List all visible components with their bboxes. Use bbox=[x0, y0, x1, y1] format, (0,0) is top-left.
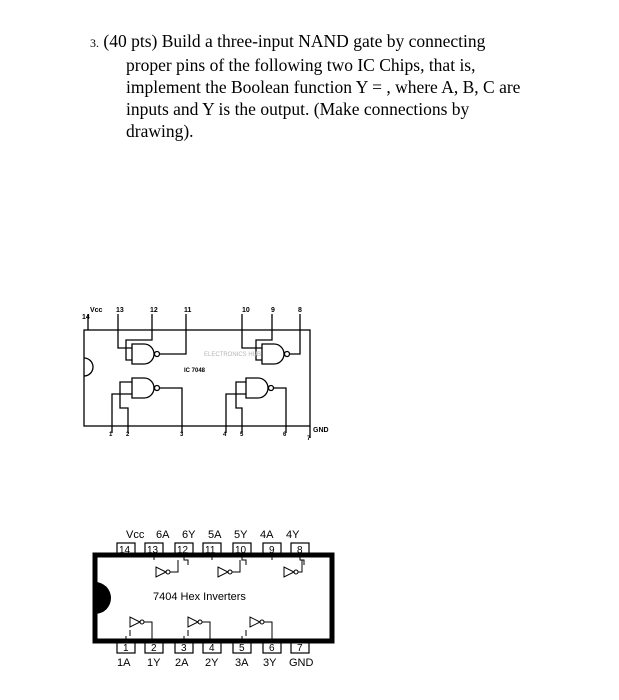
inverter-1 bbox=[130, 617, 140, 627]
pin-label-11: 11 bbox=[184, 307, 192, 314]
bottom-label-1a: 1A bbox=[117, 657, 131, 669]
inverter-6 bbox=[156, 567, 166, 577]
inverter-2 bbox=[188, 617, 198, 627]
pin-label-2: 2 bbox=[126, 432, 130, 438]
inverter-3 bbox=[250, 617, 260, 627]
chip2-name: 7404 Hex Inverters bbox=[153, 591, 246, 603]
question-line-5: drawing). bbox=[126, 121, 194, 141]
question-text bbox=[90, 30, 590, 142]
nand-gate-3 bbox=[132, 378, 154, 398]
pin-label-6: 6 bbox=[283, 432, 287, 438]
top-pin-13: 13 bbox=[147, 545, 159, 556]
question-line-1: 3. (40 pts) Build a three-input NAND gate by connecting bbox=[90, 31, 486, 51]
bottom-label-3y: 3Y bbox=[263, 657, 277, 669]
pin-label-14: 14 bbox=[82, 314, 90, 321]
vcc-label: Vcc bbox=[90, 307, 103, 314]
top-pin-8: 8 bbox=[297, 545, 303, 556]
pin-label-4: 4 bbox=[223, 432, 227, 438]
pin-label-3: 3 bbox=[180, 432, 184, 438]
pin-label-5: 5 bbox=[240, 432, 244, 438]
top-label-4y: 4Y bbox=[286, 529, 300, 541]
inverter-4 bbox=[284, 567, 294, 577]
bottom-label-2a: 2A bbox=[175, 657, 189, 669]
bottom-label-3a: 3A bbox=[235, 657, 249, 669]
pin-label-8: 8 bbox=[298, 307, 302, 314]
gnd-label: GND bbox=[313, 427, 329, 434]
hex-inverter-diagram bbox=[90, 520, 340, 670]
top-label-6y: 6Y bbox=[182, 529, 196, 541]
question-number: 3. bbox=[90, 36, 99, 50]
nand-gate-4 bbox=[246, 378, 268, 398]
top-pin-12: 12 bbox=[177, 545, 189, 556]
bottom-pin-7: 7 bbox=[297, 643, 303, 654]
pin-label-13: 13 bbox=[116, 307, 124, 314]
pin-label-7: 7 bbox=[307, 436, 311, 442]
question-line-3: implement the Boolean function Y = , where A, B, C are bbox=[126, 77, 521, 97]
inverter-chip-notch bbox=[95, 582, 111, 614]
nand-gate-2 bbox=[262, 344, 284, 364]
top-label-5y: 5Y bbox=[234, 529, 248, 541]
top-label-4a: 4A bbox=[260, 529, 274, 541]
top-label-6a: 6A bbox=[156, 529, 170, 541]
nand-chip-diagram bbox=[76, 300, 346, 450]
pin-label-9: 9 bbox=[271, 307, 275, 314]
bottom-pin-5: 5 bbox=[239, 643, 245, 654]
chip1-name: IC 7048 bbox=[184, 368, 206, 374]
bottom-pin-3: 3 bbox=[181, 643, 187, 654]
question-line-4: inputs and Y is the output. (Make connections by bbox=[126, 99, 470, 119]
bottom-pin-6: 6 bbox=[269, 643, 275, 654]
bottom-pin-1: 1 bbox=[123, 643, 129, 654]
top-label-5a: 5A bbox=[208, 529, 222, 541]
chip-notch bbox=[84, 358, 93, 376]
top-pin-14: 14 bbox=[119, 545, 131, 556]
top-label-vcc: Vcc bbox=[126, 529, 145, 541]
question-line-2: proper pins of the following two IC Chips, that is, bbox=[126, 55, 476, 75]
watermark: ELECTRONICS HUB bbox=[204, 352, 262, 358]
bottom-label-gnd: GND bbox=[289, 657, 314, 669]
top-pin-9: 9 bbox=[269, 545, 275, 556]
pin-label-12: 12 bbox=[150, 307, 158, 314]
bottom-label-2y: 2Y bbox=[205, 657, 219, 669]
top-pin-11: 11 bbox=[205, 545, 216, 556]
nand-gate-1 bbox=[132, 344, 154, 364]
bottom-label-1y: 1Y bbox=[147, 657, 161, 669]
top-pin-10: 10 bbox=[235, 545, 247, 556]
pin-label-1: 1 bbox=[109, 432, 113, 438]
pin-label-10: 10 bbox=[242, 307, 250, 314]
bottom-pin-4: 4 bbox=[209, 643, 215, 654]
bottom-pin-2: 2 bbox=[151, 643, 157, 654]
inverter-5 bbox=[218, 567, 228, 577]
